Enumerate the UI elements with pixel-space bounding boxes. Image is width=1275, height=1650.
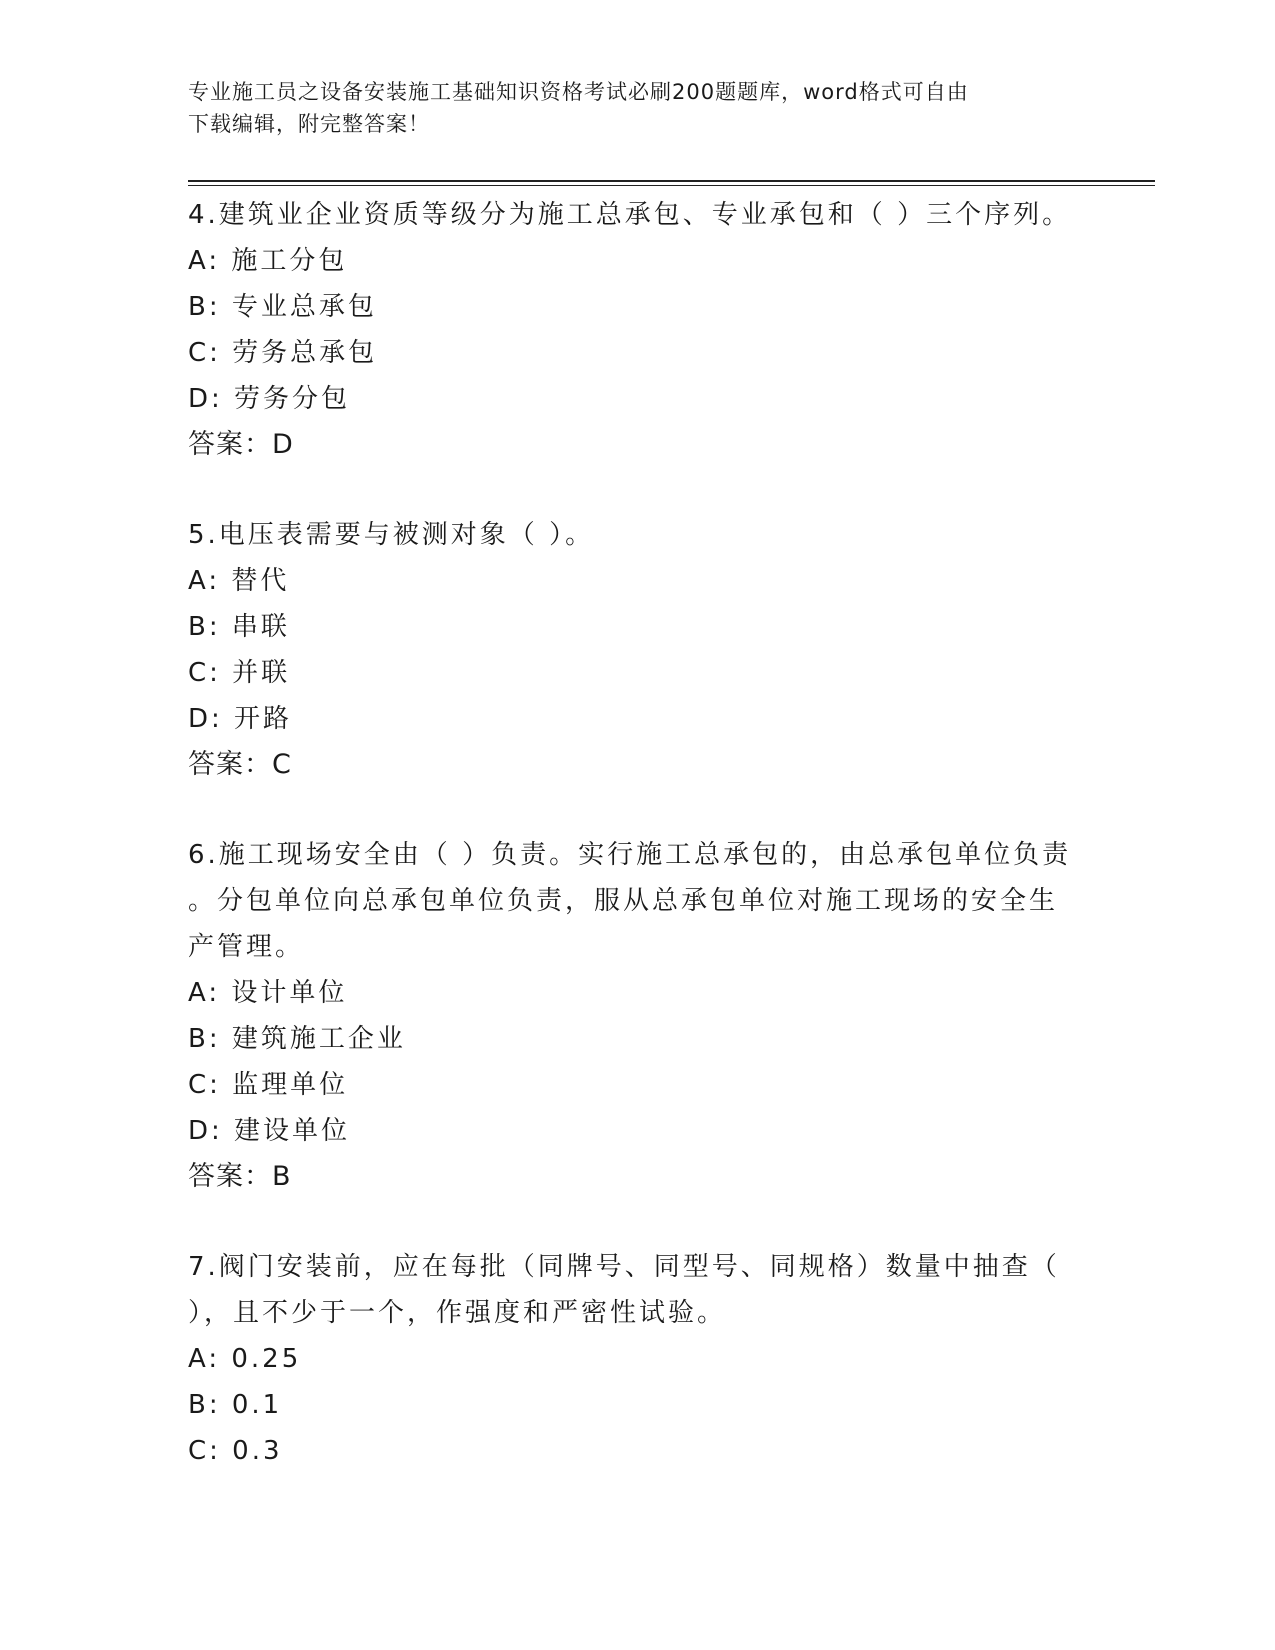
option-a: A: 0.25	[188, 1344, 302, 1374]
option-b: B: 专业总承包	[188, 292, 377, 322]
answer: 答案：D	[188, 429, 294, 460]
option-c: C: 并联	[188, 658, 291, 688]
question-list	[188, 192, 1108, 1518]
option-d: D: 劳务分包	[188, 384, 351, 414]
question-text: 5.电压表需要与被测对象（ ）。	[188, 520, 595, 550]
question-text-line-2: ），且不少于一个，作强度和严密性试验。	[188, 1298, 727, 1328]
option-d: D: 开路	[188, 704, 293, 734]
option-c: C: 0.3	[188, 1436, 283, 1466]
option-a: A: 替代	[188, 566, 290, 596]
header-divider-thick	[188, 180, 1155, 182]
answer: 答案：B	[188, 1161, 292, 1192]
document-header	[188, 76, 1088, 140]
option-c: C: 劳务总承包	[188, 338, 378, 368]
question-text-line-1: 7.阀门安装前，应在每批（同牌号、同型号、同规格）数量中抽查（	[188, 1252, 1060, 1282]
question-text-line-2: 。分包单位向总承包单位负责，服从总承包单位对施工现场的安全生	[188, 886, 1059, 916]
option-a: A: 设计单位	[188, 978, 348, 1008]
header-line-1: 专业施工员之设备安装施工基础知识资格考试必刷200题题库，word格式可自由	[188, 80, 969, 104]
option-b: B: 串联	[188, 612, 290, 642]
option-c: C: 监理单位	[188, 1070, 349, 1100]
question-4	[188, 192, 1108, 468]
question-7	[188, 1244, 1108, 1474]
option-b: B: 建筑施工企业	[188, 1024, 406, 1054]
header-divider-thin	[188, 185, 1155, 186]
question-text: 4.建筑业企业资质等级分为施工总承包、专业承包和（ ）三个序列。	[188, 200, 1072, 230]
question-text-line-1: 6.施工现场安全由（ ）负责。实行施工总承包的，由总承包单位负责	[188, 840, 1072, 870]
question-text-line-3: 产管理。	[188, 932, 305, 962]
option-a: A: 施工分包	[188, 246, 348, 276]
question-6	[188, 832, 1108, 1200]
header-line-2: 下载编辑，附完整答案！	[188, 112, 430, 136]
option-b: B: 0.1	[188, 1390, 283, 1420]
question-5	[188, 512, 1108, 788]
option-d: D: 建设单位	[188, 1116, 351, 1146]
answer: 答案：C	[188, 749, 292, 780]
